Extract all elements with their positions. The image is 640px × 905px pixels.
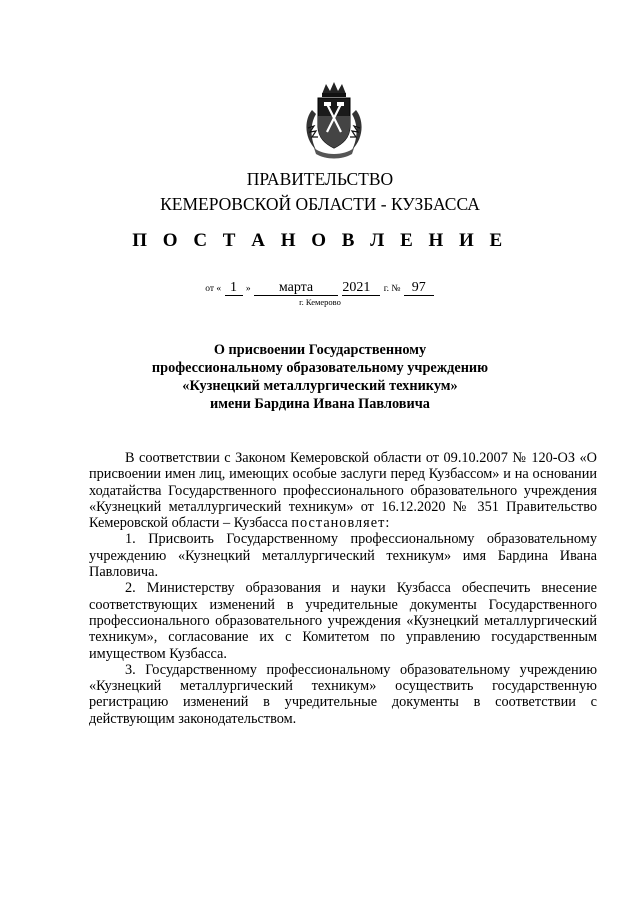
decree-item-1: 1. Присвоить Государственному профессиональному образовательному учреждению «Кузнецкий металлургический техникум» имя Бардина Ивана Павловича. xyxy=(89,531,597,581)
document-number: 97 xyxy=(404,281,434,296)
decree-word: постановляет: xyxy=(291,515,391,532)
date-day: 1 xyxy=(225,281,243,296)
document-subject xyxy=(0,341,640,413)
document-body xyxy=(89,450,597,727)
date-year: 2021 xyxy=(342,281,380,296)
subject-line: «Кузнецкий металлургический техникум» xyxy=(182,378,458,394)
date-from-label: от « xyxy=(205,284,222,294)
preamble-paragraph xyxy=(89,450,597,531)
subject-line: профессиональному образовательному учреждению xyxy=(151,360,489,376)
decree-item-3: 3. Государственному профессиональному образовательному учреждению «Кузнецкий металлургический техникум» осуществить государственную регистрацию изменений в учредительные документы в соответствии с действующим законодательством. xyxy=(89,661,597,727)
city-label: г. Кемерово xyxy=(299,297,341,307)
government-name-line1: ПРАВИТЕЛЬСТВО xyxy=(246,169,394,189)
subject-line: О присвоении Государственному xyxy=(213,342,427,358)
date-line xyxy=(0,281,640,296)
date-year-label: г. xyxy=(383,284,389,294)
decree-item-2: 2. Министерству образования и науки Кузбасса обеспечить внесение соответствующих изменений в учредительные документы Государственного профессионального образовательного учреждения «Кузнецкий металлургический техникум», согласование их с Комитетом по управлению государственным имуществом Кузбасса. xyxy=(89,580,597,662)
kuzbass-coat-of-arms-icon xyxy=(298,80,370,160)
date-close-quote: » xyxy=(245,284,251,294)
date-month: марта xyxy=(254,281,338,296)
government-name-line2: КЕМЕРОВСКОЙ ОБЛАСТИ - КУЗБАССА xyxy=(160,194,480,214)
preamble-text: В соответствии с Законом Кемеровской области от 09.10.2007 № 120-ОЗ «О присвоении имен лиц, имеющих особые заслуги перед Кузбассом» и на основании ходатайства Государственного профессионального образовательного учреждения «Кузнецкий металлургический техникум» от 16.12.2020 № 351 Правительство Кемеровской области – Кузбасса xyxy=(89,450,597,532)
document-title: П О С Т А Н О В Л Е Н И Е xyxy=(132,230,508,251)
document-number-label: № xyxy=(391,284,401,294)
subject-line: имени Бардина Ивана Павловича xyxy=(210,396,430,412)
